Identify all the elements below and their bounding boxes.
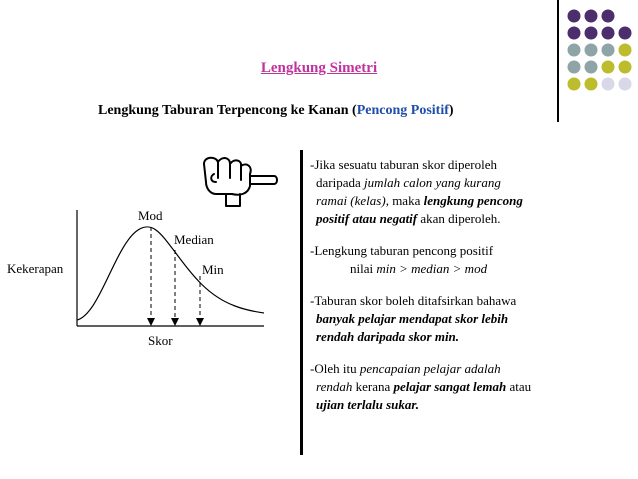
note-1-line-2: daripada jumlah calon yang kurang bbox=[316, 175, 501, 190]
note-1-line-3: ramai (kelas), maka lengkung pencong bbox=[316, 193, 523, 208]
notes-column bbox=[310, 156, 610, 428]
decorative-dot bbox=[568, 78, 581, 91]
note-paragraph-1 bbox=[310, 156, 610, 228]
skewed-distribution-chart bbox=[0, 150, 300, 360]
note-1-line-1: -Jika sesuatu taburan skor diperoleh bbox=[310, 157, 498, 172]
distribution-curve bbox=[77, 227, 264, 320]
decorative-dot bbox=[585, 10, 598, 23]
note-4-line-3: ujian terlalu sukar. bbox=[316, 397, 419, 412]
min-arrowhead bbox=[196, 318, 204, 326]
decorative-dot bbox=[602, 78, 615, 91]
decorative-dot bbox=[585, 78, 598, 91]
decorative-dot bbox=[585, 27, 598, 40]
decorative-dot bbox=[568, 27, 581, 40]
mod-label: Mod bbox=[138, 208, 163, 223]
decorative-dot bbox=[619, 78, 632, 91]
median-arrowhead bbox=[171, 318, 179, 326]
slide-title: Lengkung Simetri bbox=[260, 60, 378, 76]
decorative-dot bbox=[602, 27, 615, 40]
note-3-line-1: -Taburan skor boleh ditafsirkan bahawa bbox=[310, 293, 517, 308]
decorative-dot bbox=[602, 10, 615, 23]
decorative-dot-grid bbox=[566, 8, 638, 98]
note-2-line-2: nilai min > median > mod bbox=[350, 261, 488, 276]
slide-subtitle bbox=[98, 103, 454, 119]
note-4-line-2: rendah kerana pelajar sangat lemah atau bbox=[316, 379, 532, 394]
note-2-line-1: -Lengkung taburan pencong positif bbox=[310, 243, 494, 258]
note-3-line-2: banyak pelajar mendapat skor lebih bbox=[316, 311, 509, 326]
decorative-dot bbox=[602, 44, 615, 57]
decorative-dot bbox=[585, 44, 598, 57]
subtitle-highlight: Pencong Positif bbox=[356, 103, 449, 118]
mod-arrowhead bbox=[147, 318, 155, 326]
subtitle-close: ) bbox=[448, 103, 454, 118]
y-axis-label: Kekerapan bbox=[7, 261, 64, 276]
min-label: Min bbox=[202, 262, 224, 277]
note-3-line-3: rendah daripada skor min. bbox=[316, 329, 460, 344]
decorative-dot bbox=[619, 27, 632, 40]
median-label: Median bbox=[174, 232, 214, 247]
decorative-dot bbox=[619, 44, 632, 57]
decorative-dot bbox=[568, 10, 581, 23]
note-4-line-1: -Oleh itu pencapaian pelajar adalah bbox=[310, 361, 501, 376]
note-paragraph-2 bbox=[310, 242, 610, 278]
subtitle-text: Lengkung Taburan Terpencong ke Kanan ( bbox=[98, 103, 357, 118]
x-axis-label: Skor bbox=[148, 333, 173, 348]
text-column-divider bbox=[300, 150, 303, 455]
note-1-line-4: positif atau negatif akan diperoleh. bbox=[316, 211, 501, 226]
note-paragraph-4 bbox=[310, 360, 610, 414]
note-paragraph-3 bbox=[310, 292, 610, 346]
decorative-dot bbox=[568, 44, 581, 57]
